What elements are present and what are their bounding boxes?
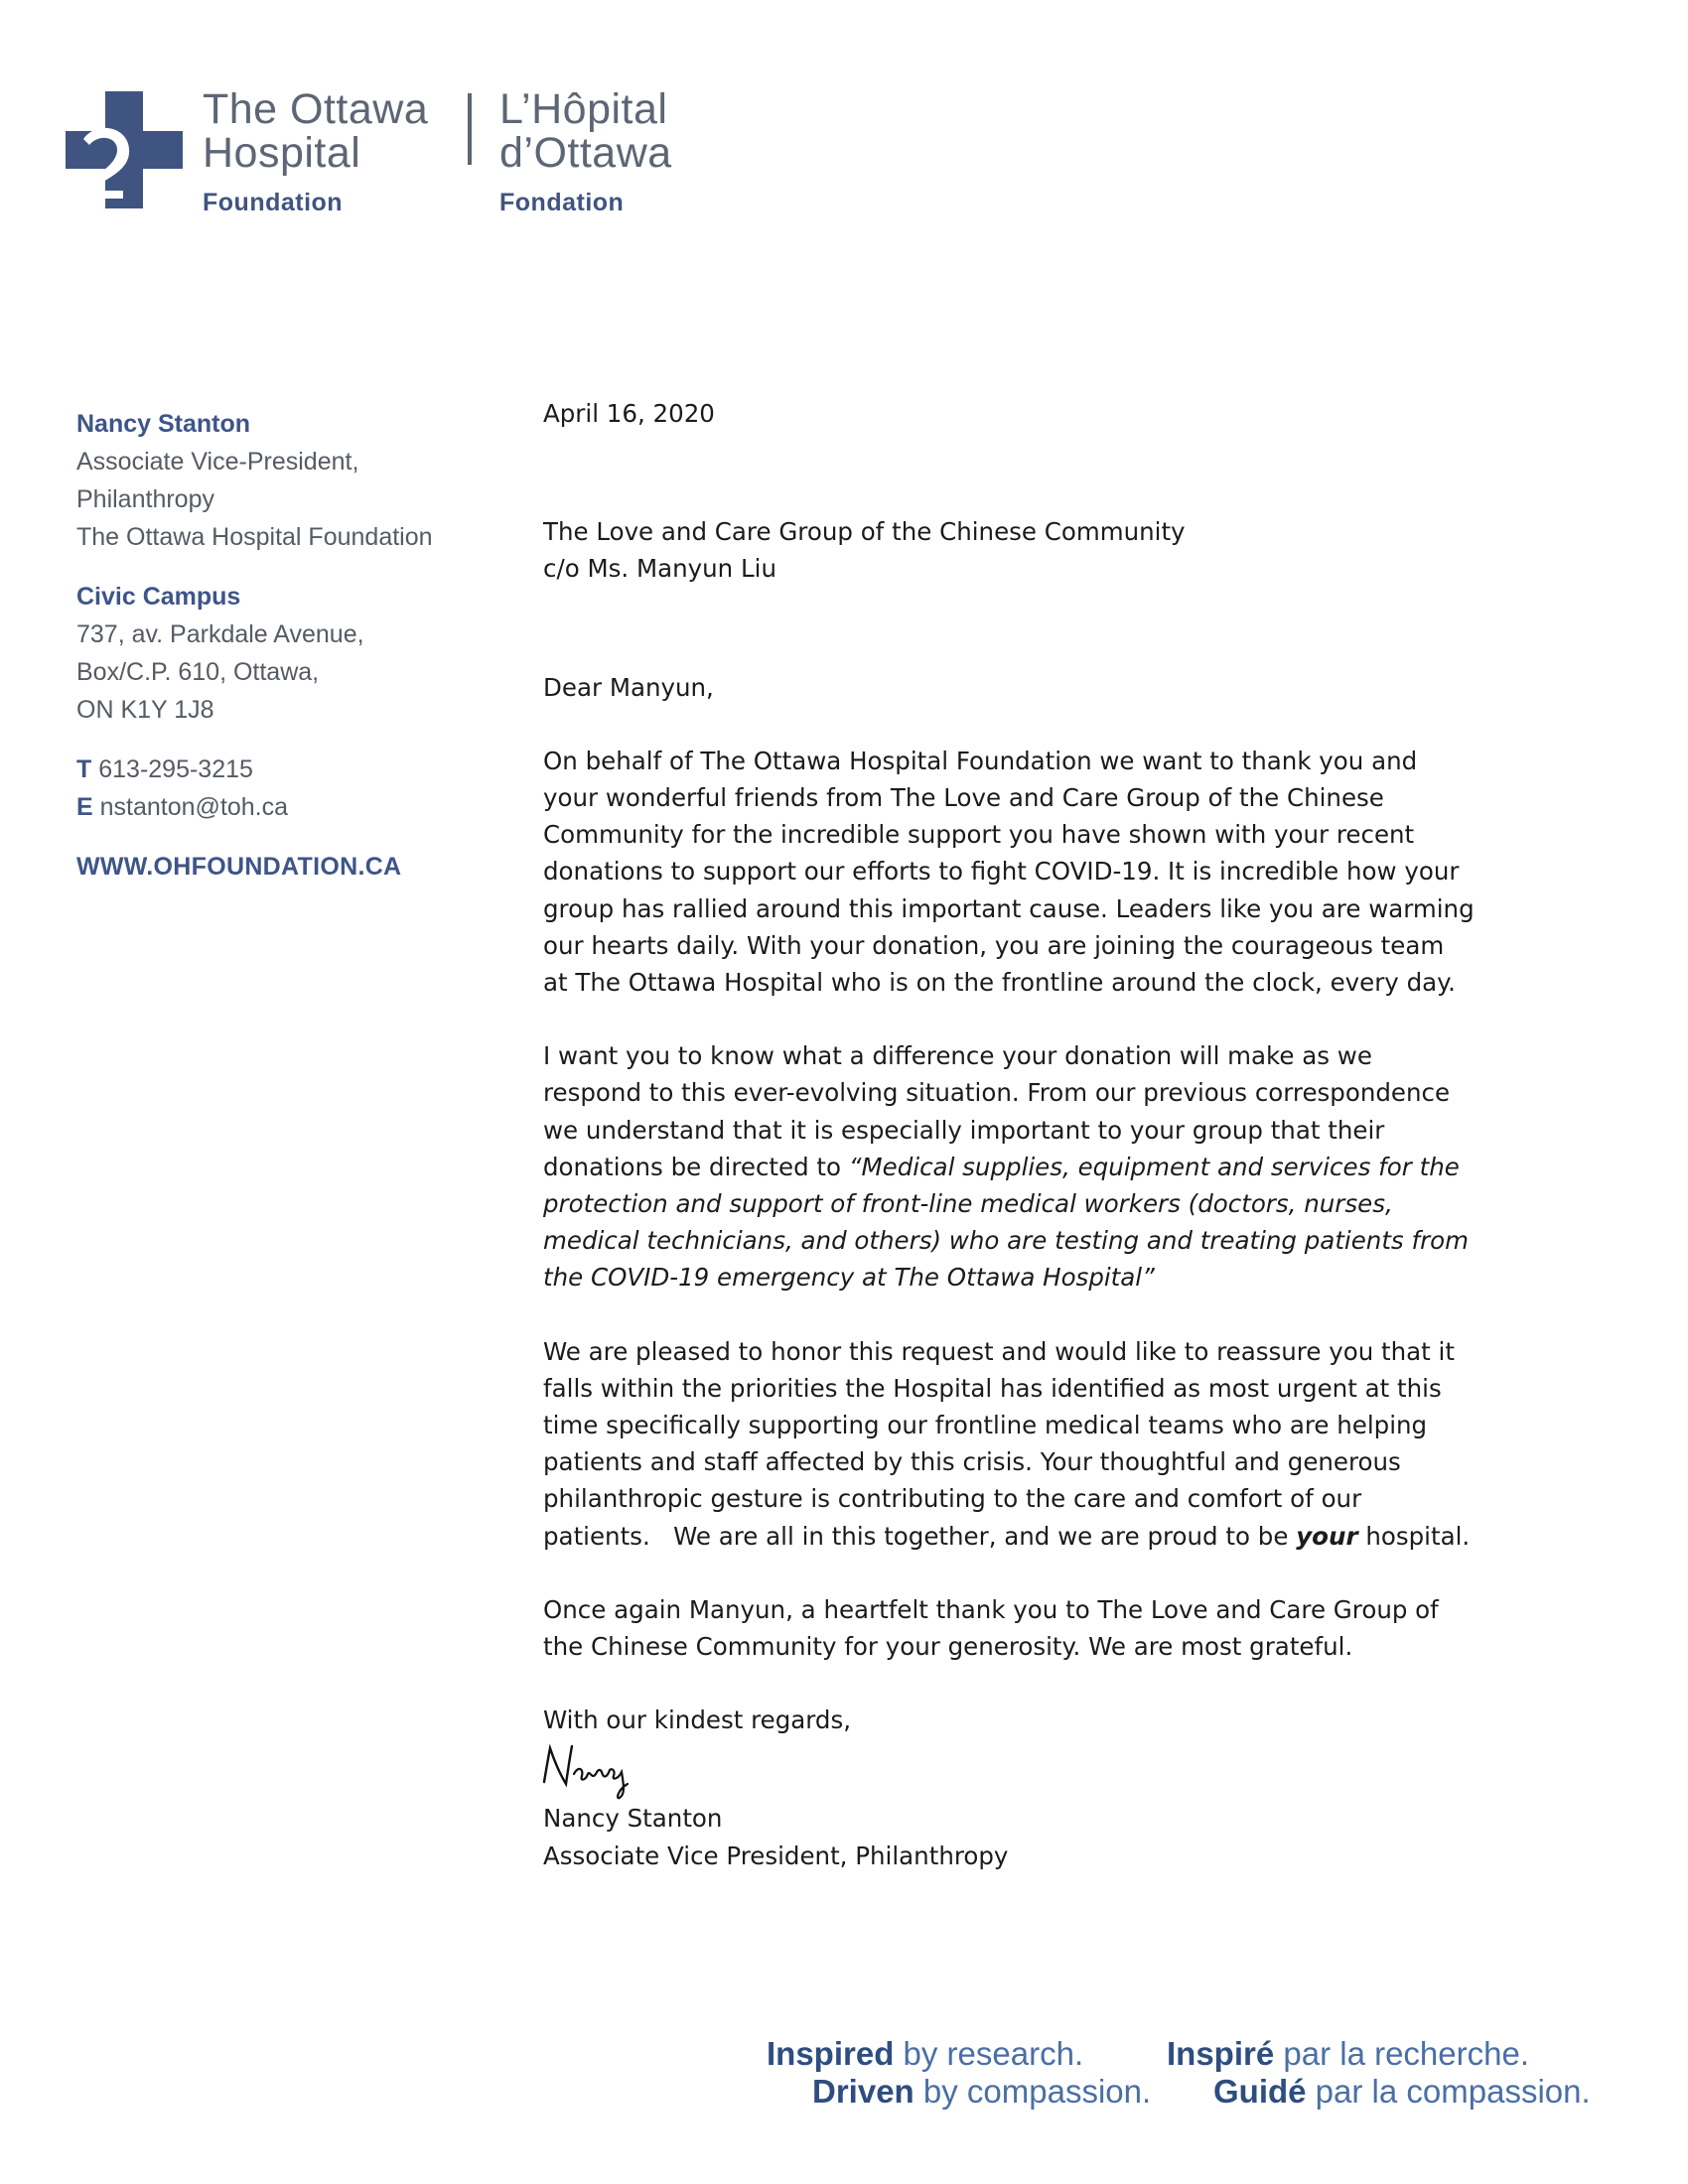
recipient-block	[543, 513, 1546, 587]
p4-line: Once again Manyun, a heartfelt thank you to The Love and Care Group of	[543, 1594, 1439, 1624]
p1-line: group has rallied around this important cause. Leaders like you are warming	[543, 893, 1475, 923]
p3-last-a: patients. We are all in this together, and we are proud to be	[543, 1521, 1297, 1551]
p2-line4-plain: donations be directed to	[543, 1152, 849, 1181]
quote-end: the COVID-19 emergency at The Ottawa Hospital”	[543, 1263, 1155, 1293]
tagline-fr-2	[1213, 2073, 1591, 2111]
tagline-fr-1-bold: Inspiré	[1167, 2035, 1275, 2072]
p2-line: we understand that it is especially important to your group that their	[543, 1115, 1385, 1145]
p1-line: your wonderful friends from The Love and Care Group of the Chinese	[543, 783, 1384, 813]
paragraph-4	[543, 1591, 1546, 1665]
sender-org: The Ottawa Hospital Foundation	[76, 523, 433, 551]
salutation: Dear Manyun,	[543, 672, 714, 702]
logo-fr-sub: Fondation	[499, 189, 625, 216]
signature	[543, 1738, 1546, 1800]
p3-line: falls within the priorities the Hospital has identified as most urgent at this	[543, 1373, 1442, 1403]
hospital-cross-logo-icon	[66, 91, 183, 208]
email-row	[76, 788, 513, 826]
quote-line: protection and support of front-line medical workers (doctors, nurses,	[543, 1189, 1393, 1219]
handwritten-signature-icon	[538, 1740, 647, 1800]
signer-name: Nancy Stanton	[543, 1804, 723, 1834]
website-link[interactable]: WWW.OHFOUNDATION.CA	[76, 853, 402, 881]
letter-body	[543, 395, 1546, 1874]
logo-french	[499, 87, 672, 217]
phone-number: 613-295-3215	[98, 755, 253, 783]
tagline-en-2-rest: by compassion.	[914, 2073, 1152, 2110]
letter-date: April 16, 2020	[543, 399, 715, 428]
p3-line: philanthropic gesture is contributing to the care and comfort of our	[543, 1484, 1362, 1514]
p3-line: We are pleased to honor this request and would like to reassure you that it	[543, 1336, 1455, 1366]
signer-title: Associate Vice President, Philanthropy	[543, 1841, 1009, 1870]
foundation-logo	[66, 87, 721, 216]
sender-campus: Civic Campus	[76, 583, 241, 611]
p2-line	[543, 1149, 1546, 1185]
p2-line: I want you to know what a difference your donation will make as we	[543, 1041, 1372, 1071]
tagline-en-1	[767, 2035, 1083, 2073]
address-line2: Box/C.P. 610, Ottawa,	[76, 658, 320, 686]
phone-label: T	[76, 755, 92, 783]
logo-en-line1: The Ottawa	[203, 85, 429, 133]
paragraph-2	[543, 1037, 1546, 1296]
p1-line: On behalf of The Ottawa Hospital Foundation we want to thank you and	[543, 746, 1418, 775]
emphasis-your: your	[1296, 1521, 1358, 1551]
tagline-fr-2-bold: Guidé	[1213, 2073, 1307, 2110]
p1-line: at The Ottawa Hospital who is on the frontline around the clock, every day.	[543, 968, 1456, 998]
sender-title-line2: Philanthropy	[76, 485, 214, 513]
email-address[interactable]: nstanton@toh.ca	[99, 793, 289, 821]
logo-fr-line1: L’Hôpital	[499, 85, 668, 133]
phone-row	[76, 751, 513, 788]
quote-start: “Medical supplies, equipment and services for the	[848, 1152, 1460, 1181]
p1-line: Community for the incredible support you have shown with your recent	[543, 820, 1415, 850]
tagline-en-1-rest: by research.	[894, 2035, 1084, 2072]
logo-english	[203, 87, 428, 217]
logo-fr-line2: d’Ottawa	[499, 129, 672, 177]
sender-name: Nancy Stanton	[76, 410, 251, 438]
tagline-en-2-bold: Driven	[812, 2073, 914, 2110]
p1-line: our hearts daily. With your donation, you are joining the courageous team	[543, 930, 1445, 960]
tagline-fr-2-rest: par la compassion.	[1306, 2073, 1591, 2110]
p1-line: donations to support our efforts to fight COVID-19. It is incredible how your	[543, 857, 1460, 887]
p4-line: the Chinese Community for your generosity. We are most grateful.	[543, 1632, 1353, 1662]
p3-last-b: hospital.	[1357, 1521, 1471, 1551]
paragraph-3	[543, 1333, 1546, 1555]
tagline-en-2	[812, 2073, 1151, 2111]
p2-line	[543, 1222, 1546, 1259]
address-line1: 737, av. Parkdale Avenue,	[76, 620, 364, 648]
tagline-en-1-bold: Inspired	[767, 2035, 895, 2072]
p3-line: patients and staff affected by this crisis. Your thoughtful and generous	[543, 1447, 1401, 1477]
logo-divider	[468, 93, 472, 165]
p2-line	[543, 1185, 1546, 1222]
p3-line: time specifically supporting our frontline medical teams who are helping	[543, 1411, 1428, 1440]
p3-line	[543, 1518, 1546, 1555]
quote-line: medical technicians, and others) who are testing and treating patients from	[543, 1226, 1470, 1256]
address-line3: ON K1Y 1J8	[76, 696, 214, 724]
recipient-line2: c/o Ms. Manyun Liu	[543, 554, 776, 584]
recipient-line1: The Love and Care Group of the Chinese Community	[543, 517, 1186, 547]
sender-sidebar	[76, 405, 513, 886]
email-label: E	[76, 793, 93, 821]
logo-en-line2: Hospital	[203, 129, 361, 177]
tagline-fr-1	[1167, 2035, 1529, 2073]
logo-en-sub: Foundation	[203, 189, 344, 216]
p2-line	[543, 1259, 1546, 1296]
sender-title-line1: Associate Vice-President,	[76, 448, 359, 476]
p2-line: respond to this ever-evolving situation. From our previous correspondence	[543, 1078, 1451, 1108]
paragraph-1	[543, 743, 1546, 1001]
closing: With our kindest regards,	[543, 1706, 852, 1735]
tagline-fr-1-rest: par la recherche.	[1274, 2035, 1530, 2072]
